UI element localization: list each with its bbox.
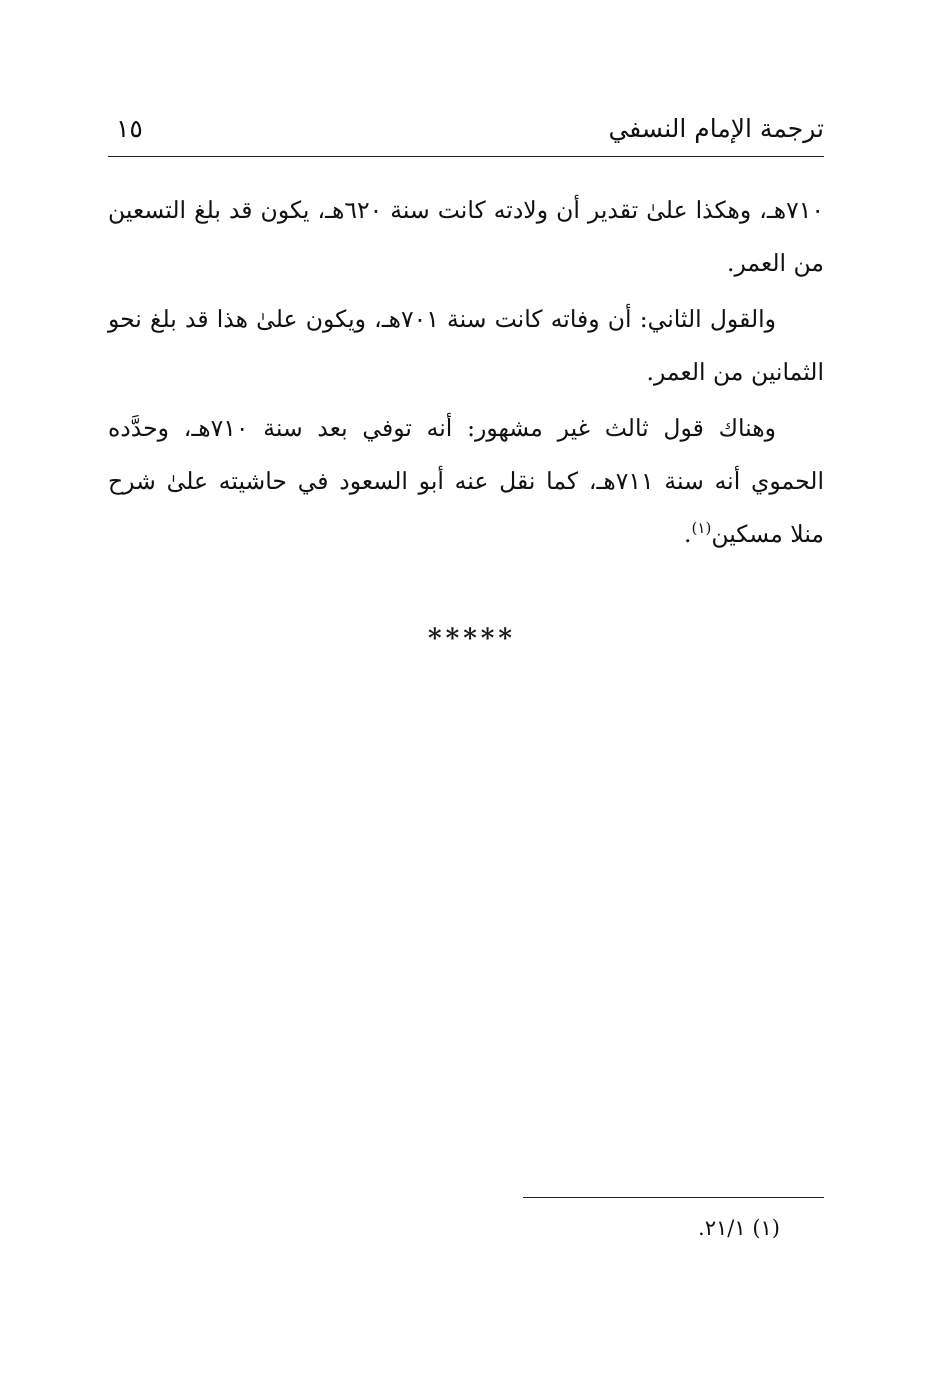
paragraph-text: والقول الثاني: أن وفاته كانت سنة ٧٠١هـ، ويكون علىٰ هذا قد بلغ نحو الثمانين من العمر. (108, 305, 824, 386)
paragraph-text: ٧١٠هـ، وهكذا علىٰ تقدير أن ولادته كانت سنة ٦٢٠هـ، يكون قد بلغ التسعين من العمر. (108, 196, 824, 277)
paragraph-third-opinion (108, 402, 824, 561)
footnote-reference: (١) (691, 519, 712, 537)
body-text (108, 184, 824, 561)
paragraph-second-opinion (108, 293, 824, 399)
footnote: (١) ٢١/١. (698, 1216, 780, 1240)
paragraph-continuation (108, 184, 824, 290)
page-number: ١٥ (116, 114, 143, 143)
footnote-separator (523, 1197, 824, 1198)
header-title: ترجمة الإمام النسفي (608, 114, 824, 143)
section-divider: ***** (428, 624, 516, 654)
paragraph-text: وهناك قول ثالث غير مشهور: أنه توفي بعد سنة ٧١٠هـ، وحدَّده الحموي أنه سنة ٧١١هـ، كما نقل عنه أبو السعود في حاشيته علىٰ شرح منلا مسكين (108, 414, 824, 548)
paragraph-trailing-punctuation: . (684, 520, 692, 548)
running-header (108, 110, 824, 157)
